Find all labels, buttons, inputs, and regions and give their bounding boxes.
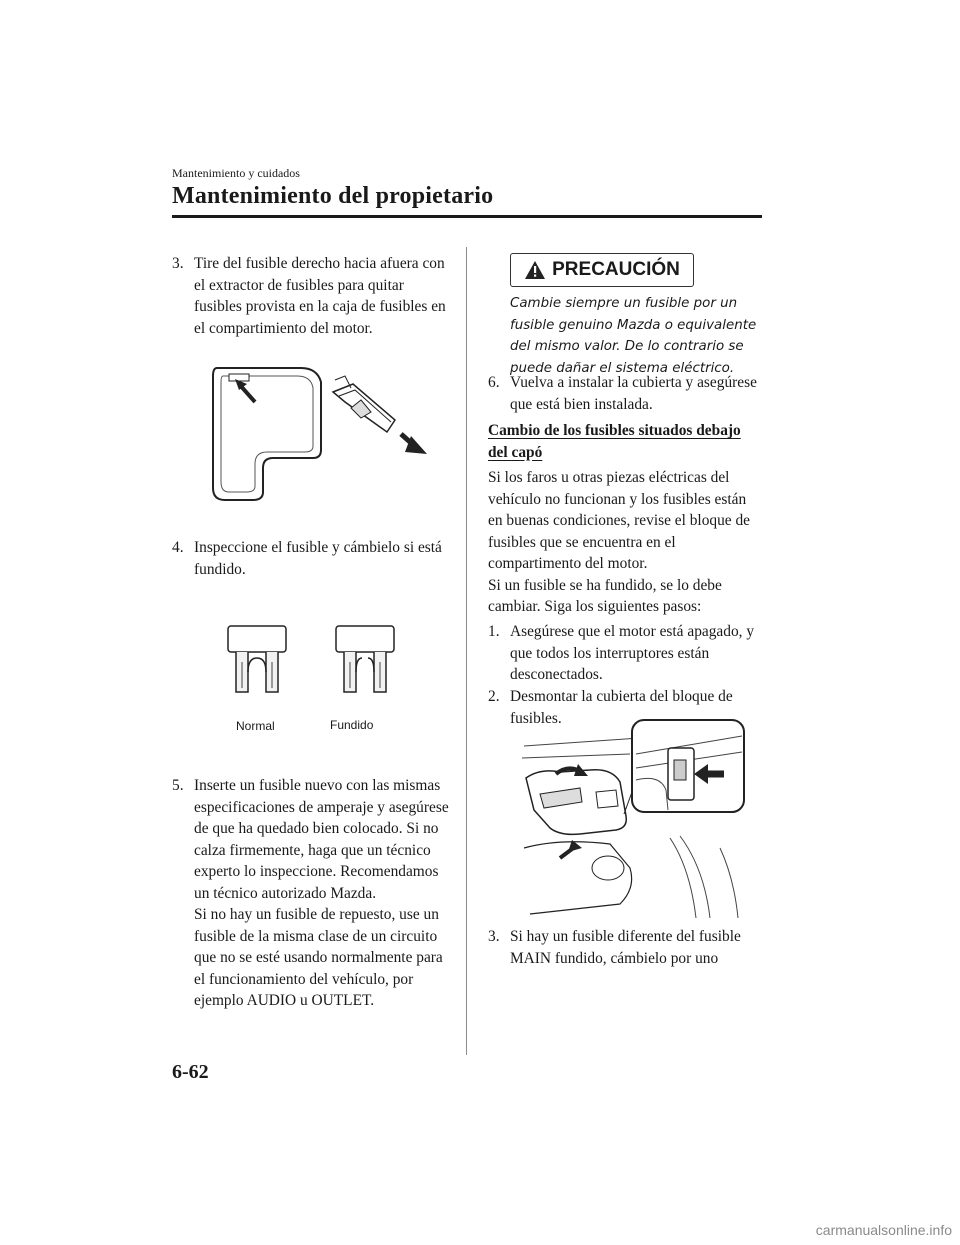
header-rule <box>172 215 762 218</box>
extractor-tool <box>333 376 395 432</box>
step-text: Inserte un fusible nuevo con las mismas especificaciones de amperaje y asegúrese de que ha quedado bien colocado. Si no calza firmemente, haga que un técnico experto lo inspeccione. Recomendamos un técnico autorizado Mazda. <box>194 777 449 902</box>
step-5 <box>172 775 450 1012</box>
step-4 <box>172 537 450 580</box>
step-text: Inspeccione el fusible y cámbielo si está fundido. <box>194 539 442 578</box>
step-text: Tire del fusible derecho hacia afuera con el extractor de fusibles para quitar fusibles provista en la caja de fusibles en el compartimiento del motor. <box>194 255 446 337</box>
column-divider <box>466 247 467 1055</box>
caption-blown: Fundido <box>330 718 374 732</box>
caution-text: Cambie siempre un fusible por un fusible genuino Mazda o equivalente del mismo valor. De lo contrario se puede dañar el sistema eléctrico. <box>510 296 757 376</box>
step-text: Desmontar la cubierta del bloque de fusibles. <box>510 688 733 727</box>
normal-fuse-illustration <box>226 624 288 698</box>
step-number: 5. <box>172 777 184 794</box>
section-subheading: Cambio de los fusibles situados debajo del capó <box>488 422 741 461</box>
warning-icon <box>524 260 546 280</box>
step-text: Vuelva a instalar la cubierta y asegúrese que está bien instalada. <box>510 374 757 413</box>
intro-paragraph-2: Si un fusible se ha fundido, se lo debe cambiar. Siga los siguientes pasos: <box>488 576 722 615</box>
page-title: Mantenimiento del propietario <box>172 183 494 209</box>
right-step-1 <box>488 621 764 686</box>
caution-banner <box>510 253 694 287</box>
watermark: carmanualsonline.info <box>815 1222 952 1238</box>
step-number: 6. <box>488 374 500 391</box>
intro-paragraph: Si los faros u otras piezas eléctricas del vehículo no funcionan y los fusibles están en buenas condiciones, revise el bloque de fusibles que se encuentra en el compartimento del motor. Si un fusible se ha fundido, se lo debe cambiar. Siga los siguientes pasos: <box>488 467 764 618</box>
step-number: 1. <box>488 623 500 640</box>
right-step-3 <box>488 926 764 969</box>
fuse-block-cover-illustration <box>520 718 748 920</box>
page-number: 6-62 <box>172 1061 209 1083</box>
caption-normal: Normal <box>236 719 275 733</box>
step-text: Asegúrese que el motor está apagado, y que todos los interruptores están desconectados. <box>510 623 755 683</box>
fuse-extractor-illustration <box>205 362 435 502</box>
step-text: Si hay un fusible diferente del fusible MAIN fundido, cámbielo por uno <box>510 928 741 967</box>
step-number: 3. <box>488 928 500 945</box>
step-text-continued: Si no hay un fusible de repuesto, use un fusible de la misma clase de un circuito que no se esté usando normalmente para el funcionamiento del vehículo, por ejemplo AUDIO u OUTLET. <box>194 906 443 1009</box>
step-6 <box>488 372 764 415</box>
step-number: 4. <box>172 539 184 556</box>
caution-label: PRECAUCIÓN <box>552 259 680 280</box>
step-3 <box>172 253 450 339</box>
blown-fuse-illustration <box>334 624 396 698</box>
step-number: 2. <box>488 688 500 705</box>
step-number: 3. <box>172 255 184 272</box>
section-label: Mantenimiento y cuidados <box>172 166 300 180</box>
